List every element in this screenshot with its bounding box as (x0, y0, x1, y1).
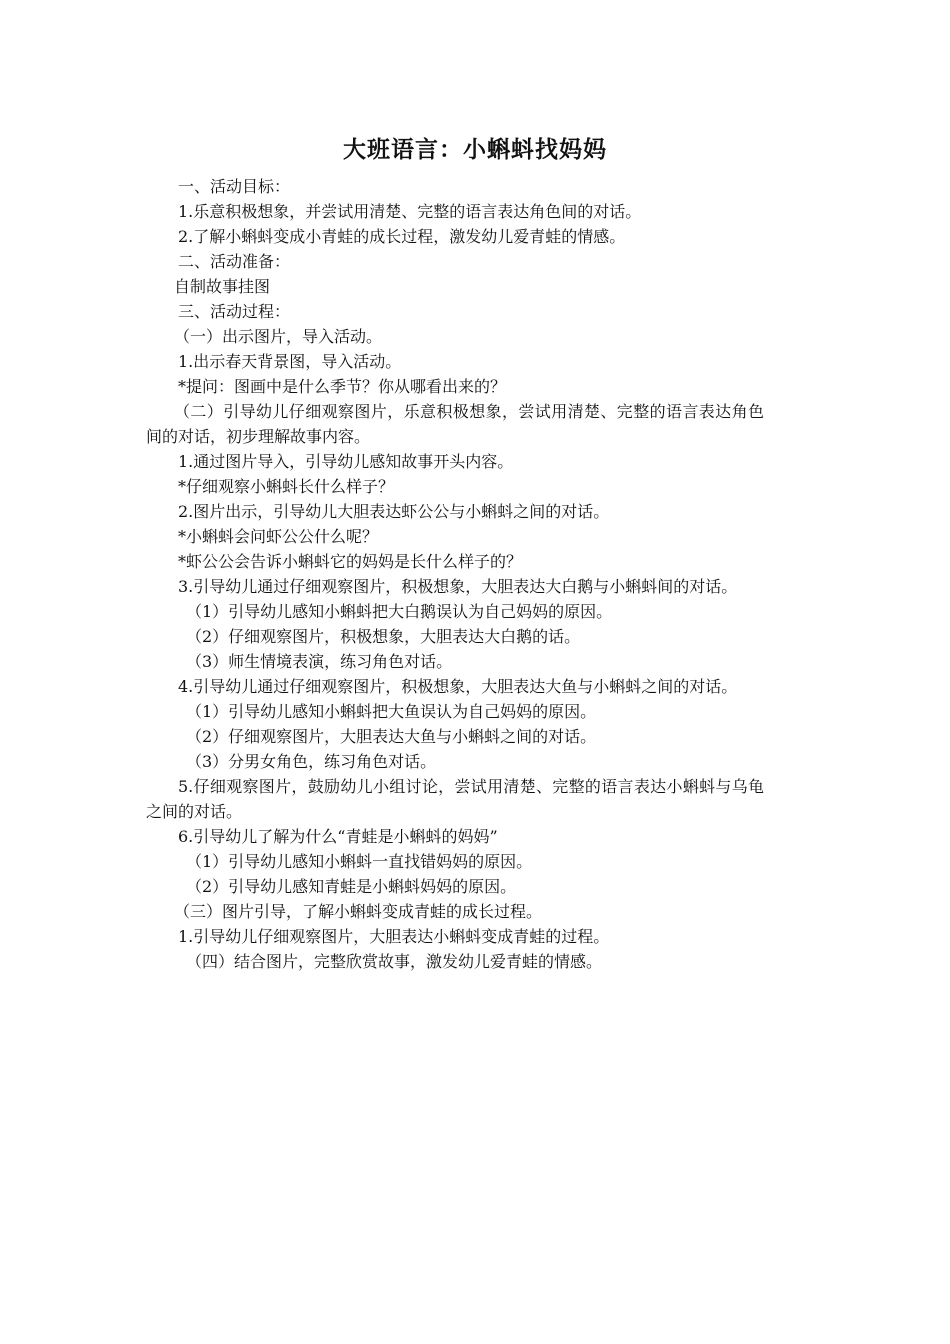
process-sub-item: （3）分男女角色，练习角色对话。 (186, 752, 437, 771)
process-paragraph: 1.通过图片导入，引导幼儿感知故事开头内容。 (178, 452, 514, 471)
section-heading-preparation: 二、活动准备： (178, 252, 291, 271)
process-question: *虾公公会告诉小蝌蚪它的妈妈是长什么样子的？ (178, 552, 523, 571)
process-paragraph: 1.出示春天背景图，导入活动。 (178, 352, 402, 371)
process-question: *提问：图画中是什么季节？你从哪看出来的？ (178, 377, 507, 396)
process-paragraph: 3.引导幼儿通过仔细观察图片，积极想象，大胆表达大白鹅与小蝌蚪间的对话。 (178, 577, 738, 596)
process-paragraph: 5.仔细观察图片，鼓励幼儿小组讨论，尝试用清楚、完整的语言表达小蝌蚪与乌龟之间的对话。 (146, 777, 764, 821)
process-sub-item: （1）引导幼儿感知小蝌蚪一直找错妈妈的原因。 (186, 852, 533, 871)
process-paragraph: 2.图片出示，引导幼儿大胆表达虾公公与小蝌蚪之间的对话。 (178, 502, 610, 521)
document-title: 大班语言：小蝌蚪找妈妈 (343, 137, 607, 163)
process-paragraph: 1.引导幼儿仔细观察图片，大胆表达小蝌蚪变成青蛙的过程。 (178, 927, 610, 946)
process-step-1-heading: （一）出示图片，导入活动。 (174, 327, 383, 346)
process-paragraph: 6.引导幼儿了解为什么“青蛙是小蝌蚪的妈妈” (178, 827, 498, 846)
process-step-2-heading: （二）引导幼儿仔细观察图片，乐意积极想象，尝试用清楚、完整的语言表达角色间的对话，初步理解故事内容。 (146, 402, 764, 446)
process-sub-item: （1）引导幼儿感知小蝌蚪把大鱼误认为自己妈妈的原因。 (186, 702, 597, 721)
preparation-item: 自制故事挂图 (174, 277, 271, 296)
document-body (146, 174, 764, 974)
section-heading-process: 三、活动过程： (178, 302, 291, 321)
process-sub-item: （1）引导幼儿感知小蝌蚪把大白鹅误认为自己妈妈的原因。 (186, 602, 613, 621)
process-question: *小蝌蚪会问虾公公什么呢？ (178, 527, 379, 546)
process-step-3-heading: （三）图片引导，了解小蝌蚪变成青蛙的成长过程。 (174, 902, 543, 921)
goal-item-2: 2.了解小蝌蚪变成小青蛙的成长过程，激发幼儿爱青蛙的情感。 (178, 227, 626, 246)
process-question: *仔细观察小蝌蚪长什么样子？ (178, 477, 395, 496)
process-paragraph: 4.引导幼儿通过仔细观察图片，积极想象，大胆表达大鱼与小蝌蚪之间的对话。 (178, 677, 738, 696)
process-step-4-heading: （四）结合图片，完整欣赏故事，激发幼儿爱青蛙的情感。 (186, 952, 603, 971)
goal-item-1: 1.乐意积极想象，并尝试用清楚、完整的语言表达角色间的对话。 (178, 202, 642, 221)
section-heading-goals: 一、活动目标： (178, 177, 291, 196)
process-sub-item: （2）仔细观察图片，大胆表达大鱼与小蝌蚪之间的对话。 (186, 727, 597, 746)
process-sub-item: （2）引导幼儿感知青蛙是小蝌蚪妈妈的原因。 (186, 877, 517, 896)
process-sub-item: （3）师生情境表演，练习角色对话。 (186, 652, 453, 671)
process-sub-item: （2）仔细观察图片，积极想象，大胆表达大白鹅的话。 (186, 627, 581, 646)
